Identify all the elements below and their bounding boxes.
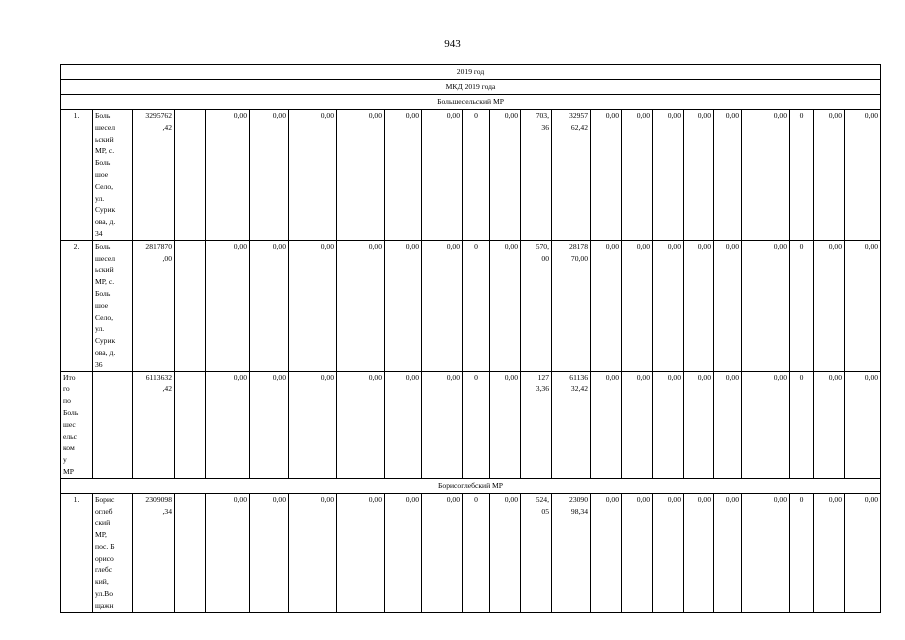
address-cell-line: Боль [95, 241, 111, 251]
address-cell-line: кий, [95, 577, 109, 587]
value-cell-c17: 0,00 [684, 493, 714, 612]
address-cell-line: Борис [95, 494, 115, 504]
value-cell-c7: 0,00 [337, 371, 385, 478]
value-cell-c14: 0,00 [591, 493, 622, 612]
value-cell-c13 [552, 493, 591, 612]
value-cell-c10: 0 [463, 110, 490, 241]
address-cell-line: ова, д. [95, 347, 116, 357]
value-cell-c13-line: 32,42 [570, 384, 588, 394]
value-cell-c21: 0,00 [814, 240, 845, 371]
address-cell-line: щажн [95, 600, 114, 610]
value-cell-c15: 0,00 [622, 493, 653, 612]
value-cell-c5: 0,00 [250, 371, 289, 478]
value-cell-c18: 0,00 [714, 110, 742, 241]
total-cost-cell [133, 493, 175, 612]
value-cell-c9: 0,00 [422, 371, 463, 478]
value-cell-c14: 0,00 [591, 240, 622, 371]
value-cell-c10: 0 [463, 371, 490, 478]
value-cell-c20: 0 [790, 110, 814, 241]
value-cell-c13 [552, 240, 591, 371]
total-cost-cell-line: 3295762 [145, 111, 172, 120]
value-cell-c13-line: 32957 [569, 111, 588, 120]
address-cell-line: МР, с. [95, 277, 115, 287]
value-cell-c16: 0,00 [653, 110, 684, 241]
total-cost-cell-line: ,42 [162, 122, 172, 132]
value-cell-c10: 0 [463, 493, 490, 612]
value-cell-c7: 0,00 [337, 110, 385, 241]
table-row [61, 493, 881, 612]
address-cell-line: ул.Во [95, 589, 114, 599]
row-number: 2. [61, 240, 93, 371]
address-cell-line: ул. [95, 193, 105, 203]
row-number: 1. [61, 110, 93, 241]
value-cell-c4: 0,00 [206, 493, 250, 612]
value-cell-c12 [521, 110, 552, 241]
row-number: 1. [61, 493, 93, 612]
value-cell-c3 [175, 240, 206, 371]
subtotal-label-line: у [63, 455, 67, 465]
total-cost-cell-line: ,00 [162, 253, 172, 263]
value-cell-c5: 0,00 [250, 493, 289, 612]
value-cell-c16: 0,00 [653, 240, 684, 371]
value-cell-c7: 0,00 [337, 493, 385, 612]
value-cell-c12 [521, 240, 552, 371]
address-cell-line: Сурик [95, 205, 116, 215]
address-cell-line: шесел [95, 122, 116, 132]
year-header: 2019 год [61, 65, 881, 80]
value-cell-c11: 0,00 [490, 110, 521, 241]
mkd-header: МКД 2019 года [61, 80, 881, 95]
value-cell-c5: 0,00 [250, 240, 289, 371]
address-cell-line: ова, д. [95, 217, 116, 227]
subtotal-address-empty [93, 371, 133, 478]
total-cost-cell-line: ,34 [162, 506, 172, 516]
register-table [60, 64, 881, 613]
value-cell-c17: 0,00 [684, 110, 714, 241]
address-cell-line: оглеб [95, 506, 113, 516]
value-cell-c21: 0,00 [814, 493, 845, 612]
value-cell-c17: 0,00 [684, 240, 714, 371]
address-cell-line: пос. Б [95, 541, 115, 551]
value-cell-c8: 0,00 [385, 240, 422, 371]
subtotal-label-line: шес [63, 419, 76, 429]
address-cell-line: глебс [95, 565, 113, 575]
subtotal-row [61, 371, 881, 478]
value-cell-c12 [521, 493, 552, 612]
value-cell-c15: 0,00 [622, 371, 653, 478]
value-cell-c12 [521, 371, 552, 478]
value-cell-c11: 0,00 [490, 240, 521, 371]
address-cell-line: МР, [95, 530, 107, 540]
value-cell-c4: 0,00 [206, 240, 250, 371]
address-cell-line: шесел [95, 253, 116, 263]
address-cell-line: ул. [95, 324, 105, 334]
value-cell-c15: 0,00 [622, 240, 653, 371]
value-cell-c12-line: 703, [535, 111, 549, 120]
subtotal-label-line: Ито [63, 372, 76, 382]
value-cell-c12-line: 36 [541, 122, 549, 132]
value-cell-c19: 0,00 [742, 371, 790, 478]
address-cell [93, 240, 133, 371]
value-cell-c12-line: 3,36 [535, 384, 549, 394]
address-cell-line: Боль [95, 288, 111, 298]
value-cell-c6: 0,00 [289, 493, 337, 612]
value-cell-c19: 0,00 [742, 110, 790, 241]
address-cell-line: Боль [95, 111, 111, 120]
table-row [61, 240, 881, 371]
section-title: Борисоглебский МР [61, 478, 881, 493]
value-cell-c13-line: 98,34 [570, 506, 588, 516]
total-cost-cell [133, 110, 175, 241]
total-cost-cell-line: ,42 [162, 384, 172, 394]
value-cell-c4: 0,00 [206, 371, 250, 478]
address-cell-line: ьский [95, 134, 114, 144]
value-cell-c8: 0,00 [385, 371, 422, 478]
address-cell-line: МР, с. [95, 146, 115, 156]
value-cell-c14: 0,00 [591, 371, 622, 478]
subtotal-label-line: го [63, 384, 70, 394]
value-cell-c18: 0,00 [714, 371, 742, 478]
value-cell-c6: 0,00 [289, 110, 337, 241]
total-cost-cell [133, 371, 175, 478]
section-title: Большесельский МР [61, 95, 881, 110]
value-cell-c13-line: 28178 [569, 241, 588, 251]
value-cell-c19: 0,00 [742, 240, 790, 371]
subtotal-label-line: ельс [63, 431, 77, 441]
table-row [61, 110, 881, 241]
value-cell-c9: 0,00 [422, 110, 463, 241]
value-cell-c5: 0,00 [250, 110, 289, 241]
address-cell [93, 110, 133, 241]
value-cell-c13-line: 62,42 [570, 122, 588, 132]
value-cell-c12-line: 524, [535, 494, 549, 504]
address-cell-line: орисо [95, 553, 114, 563]
value-cell-c22: 0,00 [845, 493, 881, 612]
value-cell-c3 [175, 493, 206, 612]
address-cell-line: Сурик [95, 336, 116, 346]
value-cell-c14: 0,00 [591, 110, 622, 241]
subtotal-label-line: ком [63, 443, 75, 453]
value-cell-c18: 0,00 [714, 493, 742, 612]
subtotal-label-line: по [63, 396, 71, 406]
value-cell-c22: 0,00 [845, 240, 881, 371]
value-cell-c13 [552, 371, 591, 478]
subtotal-label-line: Боль [63, 407, 79, 417]
address-cell [93, 493, 133, 612]
value-cell-c12-line: 127 [537, 372, 549, 382]
value-cell-c8: 0,00 [385, 110, 422, 241]
value-cell-c16: 0,00 [653, 371, 684, 478]
value-cell-c21: 0,00 [814, 110, 845, 241]
subtotal-label [61, 371, 93, 478]
value-cell-c13-line: 23090 [569, 494, 588, 504]
value-cell-c11: 0,00 [490, 371, 521, 478]
value-cell-c9: 0,00 [422, 240, 463, 371]
value-cell-c20: 0 [790, 371, 814, 478]
address-cell-line: 34 [95, 228, 103, 238]
value-cell-c20: 0 [790, 240, 814, 371]
value-cell-c6: 0,00 [289, 240, 337, 371]
address-cell-line: шое [95, 169, 109, 179]
address-cell-line: шое [95, 300, 109, 310]
address-cell-line: ский [95, 518, 111, 528]
address-cell-line: Село, [95, 181, 114, 191]
value-cell-c4: 0,00 [206, 110, 250, 241]
value-cell-c13-line: 61136 [569, 372, 588, 382]
value-cell-c20: 0 [790, 493, 814, 612]
address-cell-line: Село, [95, 312, 114, 322]
value-cell-c8: 0,00 [385, 493, 422, 612]
address-cell-line: 36 [95, 359, 103, 369]
value-cell-c3 [175, 110, 206, 241]
value-cell-c10: 0 [463, 240, 490, 371]
page-number: 943 [444, 38, 461, 50]
value-cell-c12-line: 00 [541, 253, 549, 263]
value-cell-c12-line: 570, [535, 241, 549, 251]
subtotal-label-line: МР [63, 466, 74, 476]
total-cost-cell-line: 6113632 [145, 372, 172, 382]
value-cell-c22: 0,00 [845, 110, 881, 241]
value-cell-c18: 0,00 [714, 240, 742, 371]
value-cell-c17: 0,00 [684, 371, 714, 478]
value-cell-c13-line: 70,00 [570, 253, 588, 263]
total-cost-cell [133, 240, 175, 371]
total-cost-cell-line: 2817870 [145, 241, 172, 251]
value-cell-c3 [175, 371, 206, 478]
value-cell-c19: 0,00 [742, 493, 790, 612]
value-cell-c6: 0,00 [289, 371, 337, 478]
value-cell-c16: 0,00 [653, 493, 684, 612]
value-cell-c9: 0,00 [422, 493, 463, 612]
value-cell-c21: 0,00 [814, 371, 845, 478]
address-cell-line: Боль [95, 158, 111, 168]
address-cell-line: ьский [95, 265, 114, 275]
value-cell-c13 [552, 110, 591, 241]
total-cost-cell-line: 2309098 [145, 494, 172, 504]
value-cell-c12-line: 05 [541, 506, 549, 516]
value-cell-c15: 0,00 [622, 110, 653, 241]
value-cell-c11: 0,00 [490, 493, 521, 612]
value-cell-c22: 0,00 [845, 371, 881, 478]
value-cell-c7: 0,00 [337, 240, 385, 371]
